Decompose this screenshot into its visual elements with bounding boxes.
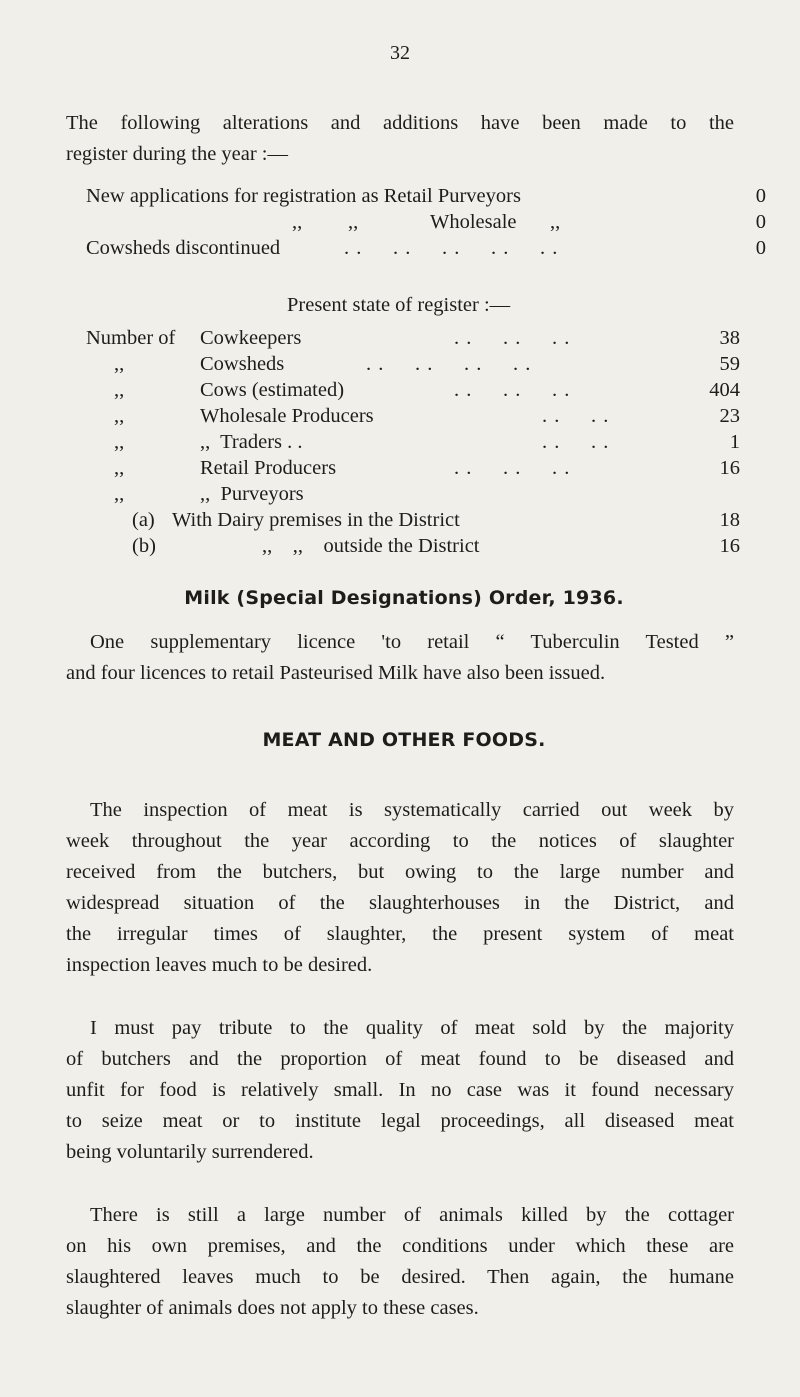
leader-dots: . . . . . . . .	[366, 353, 532, 375]
register-row	[86, 481, 740, 507]
intro-line-2: register during the year :—	[66, 143, 289, 165]
register-label: Cowkeepers	[200, 327, 302, 349]
paragraph-line: being voluntarily surrendered.	[66, 1141, 314, 1163]
number-of-label: Number of	[86, 327, 176, 349]
sub-marker: (b)	[132, 535, 156, 557]
register-label: With Dairy premises in the District	[172, 509, 460, 531]
paragraph-line: inspection leaves much to be desired.	[66, 954, 373, 976]
milk-heading: Milk (Special Designations) Order, 1936.	[184, 587, 624, 609]
intro-line-1: The following alterations and additions have been made to the	[66, 112, 734, 134]
ditto-mark: ,,	[114, 379, 125, 401]
register-label: Wholesale Producers	[200, 405, 374, 427]
register-sub-row	[86, 507, 740, 533]
paragraph-line: the irregular times of slaughter, the present system of meat	[66, 923, 734, 945]
register-row	[86, 325, 740, 351]
register-value: 38	[719, 327, 740, 349]
register-sub-row	[86, 533, 740, 559]
register-row	[86, 377, 740, 403]
paragraph-line: of butchers and the proportion of meat found to be diseased and	[66, 1048, 734, 1070]
paragraph-line: I must pay tribute to the quality of meat sold by the majority	[90, 1017, 734, 1039]
applications-label: Wholesale	[430, 211, 517, 233]
leader-dots: . . . .	[542, 405, 610, 427]
ditto-mark: ,,	[550, 211, 561, 233]
page-number: 32	[390, 42, 410, 64]
applications-value: 0	[755, 237, 766, 259]
register-label: Cows (estimated)	[200, 379, 345, 401]
register-value: 404	[709, 379, 740, 401]
register-value: 18	[719, 509, 740, 531]
paragraph-line: The inspection of meat is systematically carried out week by	[90, 799, 734, 821]
applications-row-cowsheds	[86, 235, 766, 261]
register-value: 23	[719, 405, 740, 427]
paragraph-line: slaughtered leaves much to be desired. Then again, the humane	[66, 1266, 734, 1288]
register-label: ,, Traders . .	[200, 431, 303, 453]
ditto-mark: ,,	[114, 353, 125, 375]
ditto-mark: ,,	[114, 405, 125, 427]
meat-heading: MEAT AND OTHER FOODS.	[262, 729, 546, 751]
register-value: 16	[719, 535, 740, 557]
applications-row-retail	[86, 183, 766, 209]
ditto-mark: ,,	[114, 457, 125, 479]
applications-value: 0	[755, 185, 766, 207]
register-value: 59	[719, 353, 740, 375]
applications-label: Cowsheds discontinued	[86, 237, 281, 259]
leader-dots: . . . . . .	[454, 457, 571, 479]
ditto-mark: ,,	[292, 211, 303, 233]
milk-paragraph-line-1: One supplementary licence 'to retail “ Tuberculin Tested ”	[90, 631, 734, 653]
register-label: ,, Purveyors	[200, 483, 304, 505]
register-label: Retail Producers	[200, 457, 337, 479]
leader-dots: . . . . . . . . . .	[344, 237, 559, 259]
leader-dots: . . . .	[542, 431, 610, 453]
register-row	[86, 351, 740, 377]
sub-marker: (a)	[132, 509, 155, 531]
applications-label: New applications for registration as Retail Purveyors	[86, 185, 521, 207]
paragraph-line: unfit for food is relatively small. In no case was it found necessary	[66, 1079, 734, 1101]
register-label: Cowsheds	[200, 353, 285, 375]
leader-dots: . . . . . .	[454, 379, 571, 401]
present-state-heading: Present state of register :—	[287, 294, 511, 316]
applications-value: 0	[755, 211, 766, 233]
register-value: 16	[719, 457, 740, 479]
ditto-mark: ,,	[114, 431, 125, 453]
register-row	[86, 403, 740, 429]
milk-paragraph-line-2: and four licences to retail Pasteurised Milk have also been issued.	[66, 662, 606, 684]
register-label: ,, ,, outside the District	[262, 535, 480, 557]
register-row	[86, 429, 740, 455]
leader-dots: . . . . . .	[454, 327, 571, 349]
paragraph-line: to seize meat or to institute legal proceedings, all diseased meat	[66, 1110, 734, 1132]
register-value: 1	[729, 431, 740, 453]
paragraph-line: slaughter of animals does not apply to these cases.	[66, 1297, 479, 1319]
paragraph-line: week throughout the year according to the notices of slaughter	[66, 830, 734, 852]
paragraph-line: widespread situation of the slaughterhouses in the District, and	[66, 892, 734, 914]
applications-row-wholesale	[86, 209, 766, 235]
paragraph-line: on his own premises, and the conditions under which these are	[66, 1235, 734, 1257]
paragraph-line: received from the butchers, but owing to the large number and	[66, 861, 734, 883]
register-row	[86, 455, 740, 481]
paragraph-line: There is still a large number of animals killed by the cottager	[90, 1204, 734, 1226]
ditto-mark: ,,	[348, 211, 359, 233]
ditto-mark: ,,	[114, 483, 125, 505]
